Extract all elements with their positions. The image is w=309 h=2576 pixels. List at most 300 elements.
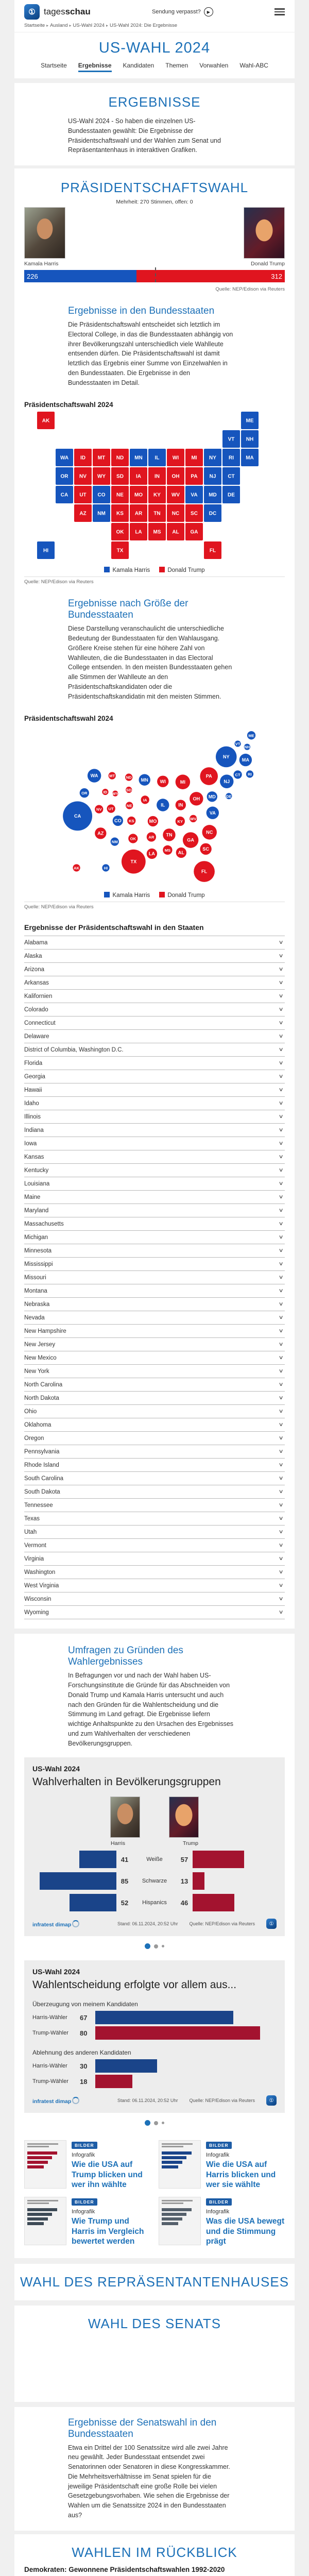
state-bubble-label: UT	[109, 807, 114, 811]
state-accordion-row[interactable]	[24, 1404, 285, 1418]
state-tile-label: LA	[135, 530, 142, 535]
tagesschau-logo[interactable]: ① tagesschau	[24, 4, 91, 20]
state-name: Colorado	[24, 1007, 48, 1013]
menu-icon[interactable]	[274, 8, 285, 15]
state-tile-label: MO	[134, 493, 143, 498]
carousel-dots	[24, 2113, 285, 2128]
state-accordion-row[interactable]	[24, 1270, 285, 1284]
sendung-verpasst-link[interactable]: Sendung verpasst? ▶	[152, 7, 213, 16]
state-accordion-row[interactable]	[24, 1378, 285, 1391]
teaser-title[interactable]: Was die USA bewegt und die Stimmung prägt	[206, 2216, 285, 2246]
section-ergebnisse	[14, 83, 295, 165]
state-accordion-row[interactable]	[24, 1056, 285, 1070]
legend-swatch	[104, 567, 110, 572]
state-accordion-row[interactable]	[24, 1538, 285, 1552]
teaser-kicker: Infografik	[72, 2209, 150, 2215]
chevron-down-icon: ∨	[278, 1301, 283, 1307]
carousel-dot[interactable]	[154, 2121, 158, 2125]
teaser-title[interactable]: Wie die USA auf Harris blicken und wer sie wählte	[206, 2160, 285, 2190]
state-tile-label: NV	[79, 474, 87, 480]
state-bubble-label: DE	[226, 794, 232, 799]
infografik-teaser[interactable]	[159, 2140, 285, 2190]
tab-themen[interactable]: Themen	[165, 62, 188, 72]
ard-logo-icon: ①	[266, 2095, 277, 2106]
state-name: North Carolina	[24, 1382, 62, 1388]
state-tile-label: KS	[116, 511, 124, 517]
chevron-down-icon: ∨	[278, 1208, 283, 1213]
site-header	[14, 0, 295, 78]
state-name: New York	[24, 1368, 49, 1375]
card-kicker: US-Wahl 2024	[32, 1765, 277, 1773]
state-tile-label: TX	[117, 548, 124, 554]
tab-ergebnisse[interactable]: Ergebnisse	[78, 62, 112, 72]
stand-note: Stand: 06.11.2024, 20:52 Uhr	[117, 1921, 178, 1926]
chevron-down-icon: ∨	[278, 1167, 283, 1173]
state-accordion-row[interactable]	[24, 1083, 285, 1096]
state-tile-label: WV	[171, 493, 180, 498]
chevron-down-icon: ∨	[278, 1154, 283, 1160]
legend-swatch	[159, 567, 165, 572]
chevron-down-icon: ∨	[278, 1127, 283, 1133]
legend-swatch	[159, 892, 165, 897]
state-name: Nebraska	[24, 1301, 49, 1308]
state-accordion-row[interactable]	[24, 1217, 285, 1230]
section-senat	[14, 2306, 295, 2402]
state-accordion-row[interactable]	[24, 1257, 285, 1270]
state-accordion-row[interactable]	[24, 949, 285, 962]
trump-value: 46	[176, 1899, 193, 1907]
state-tile-label: RI	[229, 455, 234, 461]
state-bubble-label: MA	[242, 757, 250, 762]
state-bubble-label: NC	[206, 830, 213, 835]
chevron-down-icon: ∨	[278, 1382, 283, 1387]
state-bubble-label: IA	[143, 798, 147, 803]
harris-bar	[40, 1872, 116, 1890]
senatswahl-text: Etwa ein Drittel der 100 Senatssitze wird alle zwei Jahre neu gewählt. Jeder Bundesstaat entsendet zwei Senatorinnen oder Senatoren in diese Kongresskammer. Die Mehrheitsverhältnisse im Senat spielen für die jeweilige Präsidentschaft eine große Rolle bei vielen Gesetzgebungsvorhaben. Wie sehen die Ergebnisse der Wahlen um die Senatssitze 2024 in den Bundesstaaten aus?	[68, 2443, 234, 2520]
state-tile-label: CA	[61, 493, 68, 498]
state-accordion-row[interactable]	[24, 1190, 285, 1204]
state-name: Wisconsin	[24, 1596, 51, 1602]
chevron-down-icon: ∨	[278, 1516, 283, 1521]
state-accordion-row[interactable]	[24, 1070, 285, 1083]
trump-value: 57	[176, 1856, 193, 1863]
trump-label: Trump	[183, 1840, 198, 1846]
demographic-row	[32, 1894, 277, 1911]
state-name: Missouri	[24, 1275, 46, 1281]
ergebnisse-title: ERGEBNISSE	[14, 83, 295, 113]
teaser-title[interactable]: Wie Trump und Harris im Vergleich bewertet werden	[72, 2216, 150, 2246]
teaser-thumbnail	[24, 2140, 66, 2189]
card-title: Wahlverhalten in Bevölkerungsgruppen	[32, 1776, 277, 1788]
chevron-down-icon: ∨	[278, 1583, 283, 1588]
state-bubble-label: PA	[206, 774, 212, 779]
chevron-down-icon: ∨	[278, 1596, 283, 1602]
group-label: Ablehnung des anderen Kandidaten	[32, 2049, 277, 2056]
chevron-down-icon: ∨	[278, 1355, 283, 1361]
teaser-title[interactable]: Wie die USA auf Trump blicken und wer ihn wählte	[72, 2160, 150, 2190]
infografik-teaser[interactable]	[159, 2197, 285, 2246]
state-accordion-row[interactable]	[24, 1605, 285, 1619]
chevron-down-icon: ∨	[278, 1020, 283, 1026]
state-name: Texas	[24, 1516, 40, 1522]
state-tile-label: ME	[246, 418, 254, 424]
value-bar	[95, 2059, 157, 2073]
state-accordion-row[interactable]	[24, 1096, 285, 1110]
stand-note: Stand: 06.11.2024, 20:52 Uhr	[117, 2098, 178, 2103]
demographic-row	[32, 1872, 277, 1890]
state-name: Idaho	[24, 1100, 39, 1107]
tab-startseite[interactable]: Startseite	[41, 62, 67, 72]
state-name: Oklahoma	[24, 1422, 51, 1428]
bilder-badge: BILDER	[72, 2142, 97, 2149]
value-label: 67	[80, 2014, 95, 2022]
legend-item: Kamala Harris	[104, 567, 150, 573]
state-bubble-label: IL	[161, 803, 165, 808]
chart-card-decision	[24, 1960, 285, 2113]
legend-swatch	[104, 892, 110, 897]
state-bubble-label: MD	[209, 794, 216, 800]
legend-item: Donald Trump	[159, 567, 204, 573]
state-accordion-row[interactable]	[24, 1324, 285, 1337]
state-name: Hawaii	[24, 1087, 42, 1093]
trump-bar	[193, 1851, 244, 1868]
state-accordion-row[interactable]	[24, 1123, 285, 1137]
state-name: South Carolina	[24, 1476, 63, 1482]
state-name: Michigan	[24, 1234, 48, 1241]
section-senatswahl	[14, 2407, 295, 2531]
state-name: Massachusetts	[24, 1221, 64, 1227]
state-accordion-row[interactable]	[24, 976, 285, 989]
state-bubble-label: CT	[235, 773, 241, 777]
state-tile-label: TN	[153, 511, 160, 517]
state-accordion-row[interactable]	[24, 1177, 285, 1190]
category-label: Schwarze	[133, 1878, 176, 1884]
state-tile-label: UT	[79, 493, 86, 498]
state-accordion-row[interactable]	[24, 1311, 285, 1324]
breadcrumb-item[interactable]: Startseite	[24, 23, 45, 28]
state-bubble-label: NJ	[224, 779, 230, 784]
state-bubble-label: TN	[166, 833, 172, 838]
chevron-down-icon: ∨	[278, 1395, 283, 1401]
state-name: Arkansas	[24, 980, 49, 986]
chevron-down-icon: ∨	[278, 940, 283, 945]
state-tile-label: MS	[153, 530, 161, 535]
state-accordion-row[interactable]	[24, 1471, 285, 1485]
state-accordion-row[interactable]	[24, 1204, 285, 1217]
state-name: New Mexico	[24, 1355, 57, 1361]
chevron-down-icon: ∨	[278, 1181, 283, 1187]
rueckblick-title: WAHLEN IM RÜCKBLICK	[14, 2534, 295, 2564]
chevron-down-icon: ∨	[278, 1368, 283, 1374]
value-bar	[95, 2026, 260, 2040]
map-legend	[24, 567, 285, 573]
section-tabs	[14, 62, 295, 78]
state-tile-label: MT	[98, 455, 105, 461]
state-accordion-row[interactable]	[24, 1337, 285, 1351]
carousel-dots	[24, 1936, 285, 1951]
state-accordion-row[interactable]	[24, 1485, 285, 1498]
state-accordion-row[interactable]	[24, 1552, 285, 1565]
state-tile-label: NM	[97, 511, 106, 517]
state-accordion-row[interactable]	[24, 1525, 285, 1538]
accordion-heading: Ergebnisse der Präsidentschaftswahl in den Staaten	[24, 923, 285, 931]
state-bubble-label: NE	[127, 804, 132, 808]
voter-group-label: Harris-Wähler	[32, 2063, 80, 2069]
bilder-badge: BILDER	[72, 2198, 97, 2206]
card-kicker: US-Wahl 2024	[32, 1968, 277, 1976]
harris-photo	[24, 207, 65, 259]
president-bubble-map	[24, 725, 285, 888]
state-bubble-label: MO	[149, 819, 157, 824]
trump-bar	[193, 1872, 204, 1890]
state-name: South Dakota	[24, 1489, 60, 1495]
trump-bar	[193, 1894, 234, 1911]
state-bubble-label: ME	[248, 734, 254, 738]
state-accordion-row[interactable]	[24, 1163, 285, 1177]
carousel-dot[interactable]	[154, 1944, 158, 1948]
state-bubble-label: VT	[235, 742, 241, 747]
state-bubble-label: RI	[248, 772, 252, 777]
state-name: Utah	[24, 1529, 37, 1535]
president-tile-map	[24, 412, 285, 563]
source-note: Quelle: NEP/Edison via Reuters	[24, 286, 285, 292]
ard-logo-icon: ①	[266, 1919, 277, 1929]
chevron-down-icon: ∨	[278, 1435, 283, 1441]
state-name: Rhode Island	[24, 1462, 59, 1468]
section-repraesentantenhaus	[14, 2264, 295, 2300]
size-heading: Ergebnisse nach Größe der Bundesstaaten	[68, 598, 234, 621]
breadcrumb-item[interactable]: US-Wahl 2024: Die Ergebnisse	[110, 23, 177, 28]
state-tile-label: DE	[228, 493, 235, 498]
logo-text: tages	[44, 7, 65, 16]
state-accordion-row[interactable]	[24, 1351, 285, 1364]
state-tile-label: MI	[191, 455, 197, 461]
state-accordion-row[interactable]	[24, 1110, 285, 1123]
harris-value: 85	[116, 1877, 133, 1885]
chevron-down-icon: ∨	[278, 1462, 283, 1468]
state-tile-label: ID	[80, 455, 85, 461]
state-tile-label: MD	[209, 493, 217, 498]
state-bubble-label: WA	[91, 773, 98, 778]
chevron-down-icon: ∨	[278, 1489, 283, 1495]
chevron-down-icon: ∨	[278, 1449, 283, 1454]
state-accordion-row[interactable]	[24, 1029, 285, 1043]
breadcrumb-separator: ▸	[70, 23, 72, 28]
state-tile-label: IL	[155, 455, 160, 461]
tab-wahl-abc[interactable]: Wahl-ABC	[239, 62, 268, 72]
state-name: Kalifornien	[24, 993, 52, 999]
section-praesidentschaftswahl	[14, 168, 295, 1629]
state-bubble-label: LA	[149, 851, 156, 856]
state-tile-label: OK	[116, 530, 125, 535]
chevron-down-icon: ∨	[278, 1141, 283, 1146]
state-accordion-row[interactable]	[24, 1565, 285, 1579]
state-bubble-label: CO	[114, 818, 122, 823]
state-bubble-label: KY	[178, 819, 183, 824]
umfragen-heading: Umfragen zu Gründen des Wahlergebnisses	[68, 1645, 234, 1668]
state-name: Virginia	[24, 1556, 44, 1562]
breadcrumb-item[interactable]: Ausland	[50, 23, 67, 28]
state-name: Tennessee	[24, 1502, 53, 1509]
carousel-dot[interactable]	[162, 2122, 164, 2124]
carousel-dot[interactable]	[145, 1943, 150, 1949]
state-bubble-label: OH	[193, 796, 200, 802]
state-tile-label: AZ	[79, 511, 86, 517]
state-tile-label: WI	[173, 455, 179, 461]
chevron-down-icon: ∨	[278, 1502, 283, 1508]
state-bubble-label: WV	[190, 817, 197, 821]
legend-item: Donald Trump	[159, 892, 204, 899]
state-accordion	[24, 936, 285, 1619]
trump-value: 13	[176, 1877, 193, 1885]
chevron-down-icon: ∨	[278, 1114, 283, 1120]
demographic-row	[32, 1851, 277, 1868]
carousel-dot[interactable]	[162, 1945, 164, 1947]
state-accordion-row[interactable]	[24, 1498, 285, 1512]
chevron-down-icon: ∨	[278, 1328, 283, 1334]
state-bubble-label: MI	[180, 779, 185, 785]
source-note: Quelle: NEP/Edison via Reuters	[189, 2098, 255, 2103]
state-tile-label: KY	[153, 493, 161, 498]
chevron-down-icon: ∨	[278, 1087, 283, 1093]
state-name: Minnesota	[24, 1248, 52, 1254]
category-label: Hispanics	[133, 1900, 176, 1906]
state-accordion-row[interactable]	[24, 936, 285, 949]
state-accordion-row[interactable]	[24, 1137, 285, 1150]
state-accordion-row[interactable]	[24, 1284, 285, 1297]
state-name: Pennsylvania	[24, 1449, 59, 1455]
section-umfragen	[14, 1634, 295, 2258]
state-accordion-row[interactable]	[24, 1364, 285, 1378]
state-name: Kansas	[24, 1154, 44, 1160]
state-bubble-label: OK	[130, 837, 136, 841]
state-tile-label: DC	[209, 511, 216, 517]
state-tile-label: NJ	[210, 474, 216, 480]
state-name: Delaware	[24, 1033, 49, 1040]
state-bubble-label: SC	[202, 846, 209, 852]
state-tile-label: CT	[228, 474, 234, 480]
section-rueckblick	[14, 2534, 295, 2576]
state-accordion-row[interactable]	[24, 1016, 285, 1029]
state-name: Kentucky	[24, 1167, 48, 1174]
chevron-down-icon: ∨	[278, 1194, 283, 1200]
harris-value: 41	[116, 1856, 133, 1863]
chevron-down-icon: ∨	[278, 1100, 283, 1106]
chevron-down-icon: ∨	[278, 1315, 283, 1320]
state-name: Maine	[24, 1194, 40, 1200]
state-name: North Dakota	[24, 1395, 59, 1401]
state-accordion-row[interactable]	[24, 1391, 285, 1404]
state-accordion-row[interactable]	[24, 962, 285, 976]
harris-name: Kamala Harris	[24, 261, 65, 267]
trump-photo	[169, 1797, 199, 1838]
state-name: Nevada	[24, 1315, 45, 1321]
state-bubble-label: WY	[112, 791, 118, 796]
teaser-kicker: Infografik	[72, 2152, 150, 2158]
harris-photo	[110, 1797, 140, 1838]
state-tile-label: ND	[116, 455, 124, 461]
state-tile-label: FL	[210, 548, 216, 554]
breadcrumb-item[interactable]: US-Wahl 2024	[73, 23, 105, 28]
state-tile-label: OH	[172, 474, 180, 480]
state-accordion-row[interactable]	[24, 1458, 285, 1471]
trump-votes-bar: 312	[136, 270, 285, 282]
state-bubble-label: SD	[126, 788, 132, 792]
state-accordion-row[interactable]	[24, 1579, 285, 1592]
chevron-down-icon: ∨	[278, 1409, 283, 1414]
breadcrumb[interactable]	[14, 22, 295, 32]
state-bubble-label: MS	[165, 848, 170, 853]
tab-kandidaten[interactable]: Kandidaten	[123, 62, 154, 72]
tab-vorwahlen[interactable]: Vorwahlen	[199, 62, 228, 72]
state-accordion-row[interactable]	[24, 1297, 285, 1311]
chevron-down-icon: ∨	[278, 1060, 283, 1066]
bubble-legend	[24, 892, 285, 899]
decision-row	[32, 2011, 277, 2024]
state-name: Mississippi	[24, 1261, 53, 1267]
state-accordion-row[interactable]	[24, 1043, 285, 1056]
value-bar	[95, 2075, 132, 2088]
carousel-dot[interactable]	[145, 2120, 150, 2126]
chevron-down-icon: ∨	[278, 993, 283, 999]
chevron-down-icon: ∨	[278, 1609, 283, 1615]
state-accordion-row[interactable]	[24, 1431, 285, 1445]
chevron-down-icon: ∨	[278, 980, 283, 986]
chevron-down-icon: ∨	[278, 1288, 283, 1294]
state-bubble-label: WI	[160, 779, 166, 784]
state-accordion-row[interactable]	[24, 1244, 285, 1257]
state-name: Florida	[24, 1060, 42, 1066]
breadcrumb-separator: ▸	[106, 23, 108, 28]
chevron-down-icon: ∨	[278, 1033, 283, 1039]
state-tile-label: AK	[42, 418, 50, 424]
state-accordion-row[interactable]	[24, 1003, 285, 1016]
state-name: New Jersey	[24, 1342, 55, 1348]
chevron-down-icon: ∨	[278, 1047, 283, 1053]
state-tile-label: MN	[134, 455, 143, 461]
state-tile-label: MA	[246, 455, 254, 461]
play-icon: ▶	[204, 7, 213, 16]
teaser-thumbnail	[159, 2197, 201, 2245]
state-accordion-row[interactable]	[24, 1230, 285, 1244]
size-text: Diese Darstellung veranschaulicht die unterschiedliche Bedeutung der Bundesstaaten für den Wahlausgang. Größere Kreise stehen für eine höhere Zahl von Wahlleuten, die die Bundesstaaten in das Electoral College entsenden. In den meisten Bundesstaaten gehen alle Stimmen der Wahlleute an den Präsidentschaftskandidaten oder die Präsidentschaftskandidatin mit den meisten Stimmen.	[68, 624, 234, 701]
harris-value: 52	[116, 1899, 133, 1907]
state-tile-label: VT	[228, 437, 235, 443]
umfragen-text: In Befragungen vor und nach der Wahl haben US-Forschungsinstitute die Gründe für das Abschneiden von Donald Trump und Kamala Harris untersucht und auch nach den Gründen für die Wahlentscheidung und die Stimmung im Land gefragt. Die Ergebnisse liefern wichtige Anhaltspunkte zu den Ursachen des Ergebnisses und zum Wahlverhalten der verschiedenen Bevölkerungsgruppen.	[68, 1671, 234, 1748]
chevron-down-icon: ∨	[278, 1569, 283, 1575]
state-accordion-row[interactable]	[24, 989, 285, 1003]
state-accordion-row[interactable]	[24, 1150, 285, 1163]
state-bubble-label: FL	[201, 869, 208, 874]
breadcrumb-separator: ▸	[46, 23, 48, 28]
state-accordion-row[interactable]	[24, 1445, 285, 1458]
chart-card-demographics	[24, 1757, 285, 1936]
state-bubble-label: VA	[210, 810, 216, 816]
states-heading: Ergebnisse in den Bundesstaaten	[68, 306, 234, 317]
state-tile-label: PA	[191, 474, 197, 480]
state-tile-label: NH	[246, 437, 253, 443]
state-tile-label: GA	[191, 530, 198, 535]
state-accordion-row[interactable]	[24, 1512, 285, 1525]
decision-row	[32, 2075, 277, 2088]
state-accordion-row[interactable]	[24, 1418, 285, 1431]
state-name: Arizona	[24, 967, 44, 973]
infografik-teaser[interactable]	[24, 2197, 150, 2246]
infografik-teaser[interactable]	[24, 2140, 150, 2190]
chevron-down-icon: ∨	[278, 953, 283, 959]
state-accordion-row[interactable]	[24, 1592, 285, 1605]
voter-group-label: Trump-Wähler	[32, 2078, 80, 2084]
